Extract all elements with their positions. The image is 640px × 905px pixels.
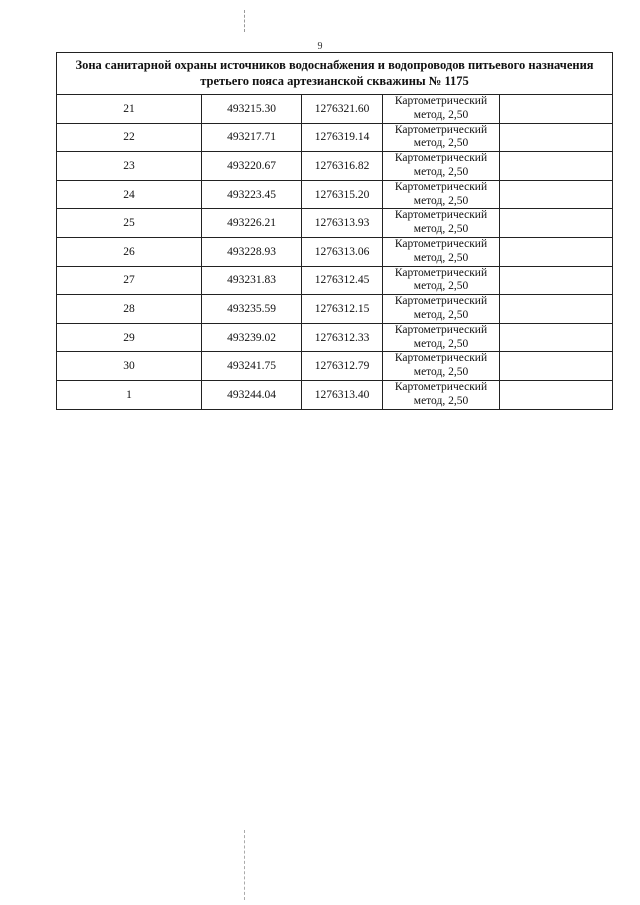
- method-cell: [383, 152, 500, 181]
- table-row: [57, 209, 613, 238]
- scan-margin-mark-bottom: [244, 830, 246, 900]
- table-row: [57, 323, 613, 352]
- method-line-2: метод, 2,50: [413, 394, 469, 407]
- x-coordinate-cell: 493223.45: [202, 180, 302, 209]
- point-number-cell: 28: [57, 295, 202, 324]
- method-line-1: Картометрический: [394, 323, 488, 336]
- point-number-cell: 26: [57, 237, 202, 266]
- y-coordinate-cell: 1276315.20: [302, 180, 383, 209]
- table-body: [57, 53, 613, 410]
- y-coordinate-cell: 1276313.40: [302, 380, 383, 409]
- method-cell: [383, 352, 500, 381]
- y-coordinate-cell: 1276316.82: [302, 152, 383, 181]
- method-line-2: метод, 2,50: [413, 137, 469, 150]
- note-cell: [500, 95, 613, 124]
- x-coordinate-cell: 493231.83: [202, 266, 302, 295]
- x-coordinate-cell: 493220.67: [202, 152, 302, 181]
- x-coordinate-cell: 493244.04: [202, 380, 302, 409]
- method-line-2: метод, 2,50: [413, 251, 469, 264]
- y-coordinate-cell: 1276312.45: [302, 266, 383, 295]
- method-cell: [383, 323, 500, 352]
- note-cell: [500, 352, 613, 381]
- x-coordinate-cell: 493241.75: [202, 352, 302, 381]
- method-cell: [383, 180, 500, 209]
- table-row: [57, 95, 613, 124]
- method-line-2: метод, 2,50: [413, 223, 469, 236]
- note-cell: [500, 209, 613, 238]
- method-line-1: Картометрический: [394, 352, 488, 365]
- note-cell: [500, 237, 613, 266]
- scan-margin-mark-top: [244, 10, 246, 32]
- point-number-cell: 30: [57, 352, 202, 381]
- note-cell: [500, 295, 613, 324]
- y-coordinate-cell: 1276312.15: [302, 295, 383, 324]
- y-coordinate-cell: 1276313.06: [302, 237, 383, 266]
- x-coordinate-cell: 493217.71: [202, 123, 302, 152]
- point-number-cell: 22: [57, 123, 202, 152]
- method-cell: [383, 209, 500, 238]
- table-row: [57, 295, 613, 324]
- method-cell: [383, 95, 500, 124]
- method-cell: [383, 295, 500, 324]
- table-row: [57, 123, 613, 152]
- point-number-cell: 29: [57, 323, 202, 352]
- page-number: 9: [317, 41, 323, 52]
- point-number-cell: 21: [57, 95, 202, 124]
- x-coordinate-cell: 493226.21: [202, 209, 302, 238]
- y-coordinate-cell: 1276319.14: [302, 123, 383, 152]
- y-coordinate-cell: 1276313.93: [302, 209, 383, 238]
- point-number-cell: 1: [57, 380, 202, 409]
- method-line-2: метод, 2,50: [413, 280, 469, 293]
- method-line-2: метод, 2,50: [413, 194, 469, 207]
- table-row: [57, 352, 613, 381]
- x-coordinate-cell: 493228.93: [202, 237, 302, 266]
- table-row: [57, 180, 613, 209]
- x-coordinate-cell: 493215.30: [202, 95, 302, 124]
- note-cell: [500, 152, 613, 181]
- method-line-1: Картометрический: [394, 209, 488, 222]
- method-cell: [383, 266, 500, 295]
- point-number-cell: 27: [57, 266, 202, 295]
- note-cell: [500, 380, 613, 409]
- table-title-row: [57, 53, 613, 95]
- method-line-1: Картометрический: [394, 295, 488, 308]
- point-number-cell: 25: [57, 209, 202, 238]
- method-cell: [383, 123, 500, 152]
- table-title: Зона санитарной охраны источников водоснабжения и водопроводов питьевого назначения третьего пояса артезианской скважины № 1175: [57, 53, 613, 95]
- method-line-2: метод, 2,50: [413, 366, 469, 379]
- note-cell: [500, 323, 613, 352]
- x-coordinate-cell: 493235.59: [202, 295, 302, 324]
- table-row: [57, 266, 613, 295]
- y-coordinate-cell: 1276312.79: [302, 352, 383, 381]
- table-row: [57, 237, 613, 266]
- note-cell: [500, 123, 613, 152]
- method-line-2: метод, 2,50: [413, 308, 469, 321]
- note-cell: [500, 180, 613, 209]
- method-line-1: Картометрический: [394, 266, 488, 279]
- x-coordinate-cell: 493239.02: [202, 323, 302, 352]
- coordinates-table: [56, 52, 613, 410]
- method-line-2: метод, 2,50: [413, 337, 469, 350]
- y-coordinate-cell: 1276321.60: [302, 95, 383, 124]
- method-line-1: Картометрический: [394, 152, 488, 165]
- y-coordinate-cell: 1276312.33: [302, 323, 383, 352]
- method-line-1: Картометрический: [394, 180, 488, 193]
- point-number-cell: 23: [57, 152, 202, 181]
- method-line-2: метод, 2,50: [413, 165, 469, 178]
- point-number-cell: 24: [57, 180, 202, 209]
- method-line-1: Картометрический: [394, 237, 488, 250]
- note-cell: [500, 266, 613, 295]
- method-line-1: Картометрический: [394, 123, 488, 136]
- method-line-2: метод, 2,50: [413, 108, 469, 121]
- method-cell: [383, 380, 500, 409]
- method-line-1: Картометрический: [394, 380, 488, 393]
- method-cell: [383, 237, 500, 266]
- table-row: [57, 152, 613, 181]
- table-row: [57, 380, 613, 409]
- method-line-1: Картометрический: [394, 95, 488, 107]
